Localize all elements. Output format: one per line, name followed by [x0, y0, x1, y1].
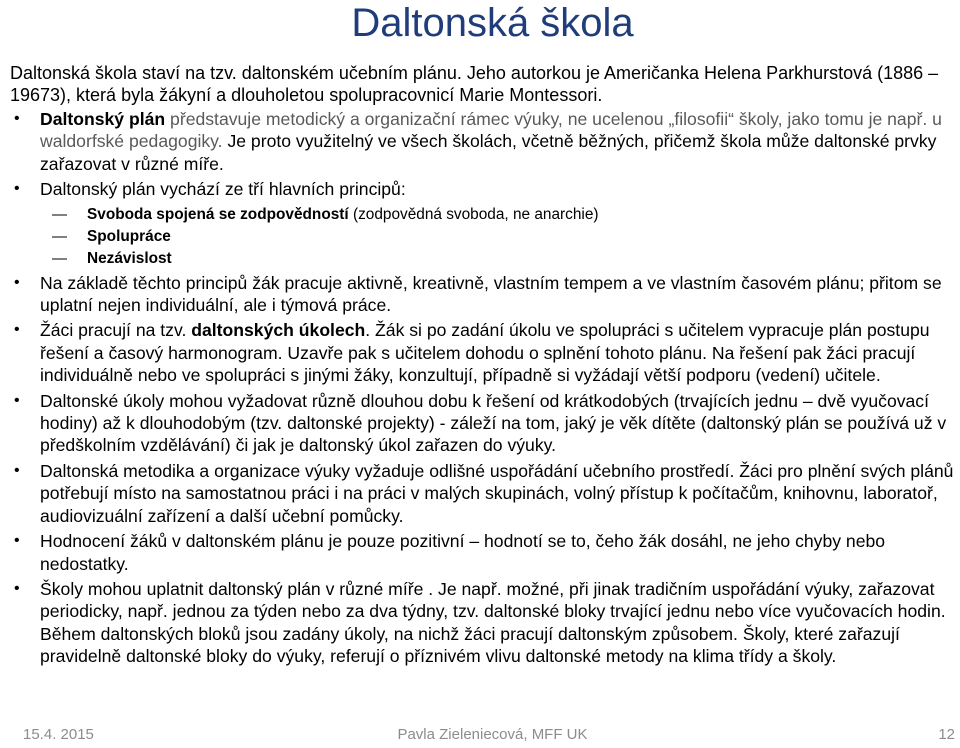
bullet-icon: •	[14, 532, 20, 550]
bold-term: daltonských úkolech	[191, 320, 366, 341]
body-text: . Žák si po zadání úkolu ve spolupráci s učitelem vypracuje plán postupu řešení a časový harmonogram. Uzavře pak s učitelem dohodu o splnění tohoto plánu. Na řešení pak žáci pracují individuálně nebo ve spolupráci s jinými žáky, konzultují, případně si vyžádají větší podporu (vedení) učitele.	[40, 320, 930, 386]
list-item	[10, 108, 955, 175]
body-text: Na základě těchto principů žák pracuje aktivně, kreativně, vlastním tempem a ve vlastním časovém plánu; přitom se uplatní nejen individuální, ale i týmová práce.	[40, 272, 942, 316]
sub-list-item	[40, 226, 955, 247]
page-number: 12	[938, 726, 955, 743]
body-text: Hodnocení žáků v daltonském plánu je pouze pozitivní – hodnotí se to, čeho žák dosáhl, ne jeho chyby nebo nedostatky.	[40, 531, 886, 574]
list-item	[10, 319, 955, 386]
list-item	[10, 178, 955, 268]
bold-term: Daltonský plán	[40, 109, 166, 129]
dash-icon: —	[52, 227, 67, 245]
sub-list-item	[40, 248, 955, 269]
bullet-list	[10, 108, 955, 668]
bullet-icon: •	[14, 273, 20, 291]
body-text: Školy mohou uplatnit daltonský plán v různé míře . Je např. možné, při jinak tradičním uspořádání výuky, zařazovat periodicky, např. jednou za týden nebo za dva týdny, tzv. daltonské bloky trvající jednu nebo více vyučovacích hodin. Během daltonských bloků jsou zadány úkoly, na nichž žáci pracují daltonským způsobem. Školy, které zařazují pravidelně daltonské bloky do výuky, referují o příznivém vlivu daltonské metody na klima třídy a školy.	[40, 578, 946, 667]
bullet-icon: •	[14, 461, 20, 479]
body-text: Je proto využitelný ve všech školách, včetně běžných, přičemž škola může daltonské prvky zařazovat v různé míře.	[40, 131, 937, 174]
bullet-icon: •	[14, 321, 20, 339]
dash-icon: —	[52, 249, 67, 267]
list-item	[10, 460, 955, 527]
bold-term: Spolupráce	[87, 227, 171, 245]
footer-date: 15.4. 2015	[23, 726, 94, 743]
footer-author: Pavla Zieleniecová, MFF UK	[397, 726, 588, 743]
body-text: Daltonská metodika a organizace výuky vyžaduje odlišné uspořádání učebního prostředí. Žáci pro plnění svých plánů potřebují místo na samostatnou práci i na práci v malých skupinách, volný přístup k počítačům, knihovnu, laboratoř, audiovizuální zařízení a další učební pomůcky.	[40, 460, 954, 526]
list-item	[10, 390, 955, 457]
slide-title: Daltonská škola	[351, 1, 634, 45]
body-text: Daltonské úkoly mohou vyžadovat různě dlouhou dobu k řešení od krátkodobých (trvajících jednu – dvě vyučovací hodiny) až k dlouhodobým (tzv. daltonské projekty) - záleží na tom, jaký je věk dítěte (daltonský plán se používá už v předškolním vzdělávání) či jak je daltonský úkol zařazen do výuky.	[40, 390, 947, 456]
slide-footer	[0, 722, 960, 748]
intro-paragraph: Daltonská škola staví na tzv. daltonském učebním plánu. Jeho autorkou je Američanka Helena Parkhurstová (1886 – 19673), která byla žákyní a dlouholetou spolupracovnicí Marie Montessori.	[10, 63, 939, 105]
gray-text: představuje metodický a organizační rámec výuky, ne ucelenou „filosofii“ školy, jako tomu je např. u waldorfské pedagogiky.	[40, 109, 942, 152]
list-item	[10, 530, 955, 575]
bullet-icon: •	[14, 180, 20, 198]
sub-list-item	[40, 204, 955, 225]
bullet-icon: •	[14, 579, 20, 597]
list-item	[10, 272, 955, 317]
body-text: Žáci pracují na tzv.	[40, 320, 192, 341]
body-text: (zodpovědná svoboda, ne anarchie)	[348, 205, 599, 223]
body-text: Daltonský plán vychází ze tří hlavních principů:	[40, 179, 406, 200]
bullet-icon: •	[14, 391, 20, 409]
sub-list	[40, 204, 955, 269]
bullet-icon: •	[14, 110, 20, 127]
dash-icon: —	[52, 205, 67, 223]
bold-term: Svoboda spojená se zodpovědností	[87, 205, 349, 223]
bold-term: Nezávislost	[87, 249, 172, 267]
list-item	[10, 578, 955, 668]
slide-content	[10, 62, 955, 671]
